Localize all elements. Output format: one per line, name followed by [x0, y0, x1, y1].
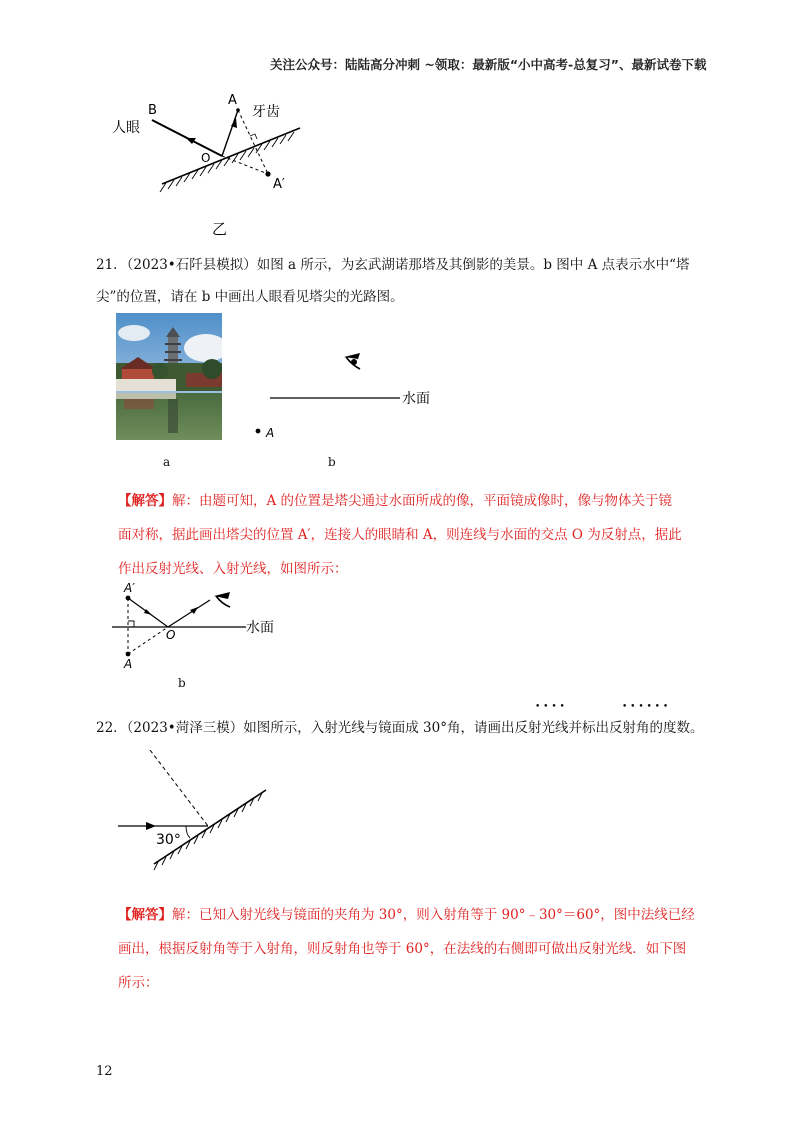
answer-tag: 【解答】	[118, 907, 172, 923]
label-A: A	[228, 93, 237, 108]
eye-icon	[214, 592, 230, 607]
answer-22-line3: 所示：	[118, 975, 159, 991]
answer-21-line1: 解：由题可知，A 的位置是塔尖通过水面所成的像，平面镜成像时，像与物体关于镜	[172, 493, 673, 509]
question-22: 22．（2023•菏泽三模）如图所示，入射光线与镜面成 30°角，请画出反射光线并标出反射角的度数。	[96, 720, 704, 736]
question-21-line1: 21．（2023•石阡县模拟）如图 a 所示，为玄武湖诺那塔及其倒影的美景。b 图中 A 点表示水中“塔	[96, 257, 690, 273]
angle-label: 30°	[156, 832, 181, 848]
figure-b-question	[250, 345, 450, 455]
label-O: O	[201, 151, 211, 165]
emphasis-dots-1: • • • •	[535, 702, 565, 712]
label-eye: 人眼	[112, 120, 140, 136]
answer-22	[118, 898, 695, 932]
label-water: 水面	[402, 391, 430, 407]
figure-b-answer	[110, 582, 290, 672]
ans-label-water: 水面	[246, 620, 274, 636]
ans-caption-b: b	[178, 676, 186, 690]
answer-21-line3: 作出反射光线、入射光线，如图所示：	[118, 561, 348, 577]
label-point-A: A	[266, 426, 275, 440]
answer-22-line2: 画出，根据反射角等于入射角，则反射角也等于 60°，在法线的右侧即可做出反射光线．如下图	[118, 941, 687, 957]
pagoda-photo	[116, 313, 222, 440]
answer-22-line1: 解：已知入射光线与镜面的夹角为 30°，则入射角等于 90°﹣30°＝60°，图中法线已经	[172, 907, 695, 923]
figure-q22	[110, 750, 280, 880]
page-number: 12	[96, 1064, 113, 1079]
ans-label-A: A	[124, 657, 133, 671]
question-21-line2: 尖”的位置，请在 b 中画出人眼看见塔尖的光路图。	[96, 289, 404, 305]
ans-label-O: O	[166, 628, 176, 642]
label-B: B	[148, 103, 157, 118]
emphasis-dots-2: • • • • • •	[622, 702, 669, 712]
answer-21	[118, 484, 672, 518]
label-tooth: 牙齿	[252, 104, 280, 120]
figure-tooth-reflection	[100, 88, 320, 238]
page-header: 关注公众号：陆陆高分冲刺 ~领取：最新版“小中高考-总复习”、最新试卷下载	[270, 57, 707, 72]
eye-icon	[344, 353, 360, 369]
answer-21-line2: 面对称，据此画出塔尖的位置 A′，连接人的眼睛和 A，则连线与水面的交点 O 为反射点，据此	[118, 527, 682, 543]
ans-label-A-prime: A′	[124, 582, 135, 595]
answer-tag: 【解答】	[118, 493, 172, 509]
figure-caption: 乙	[212, 220, 228, 238]
label-A-prime: A′	[273, 177, 285, 192]
caption-a: a	[163, 455, 171, 469]
caption-b: b	[328, 455, 336, 469]
